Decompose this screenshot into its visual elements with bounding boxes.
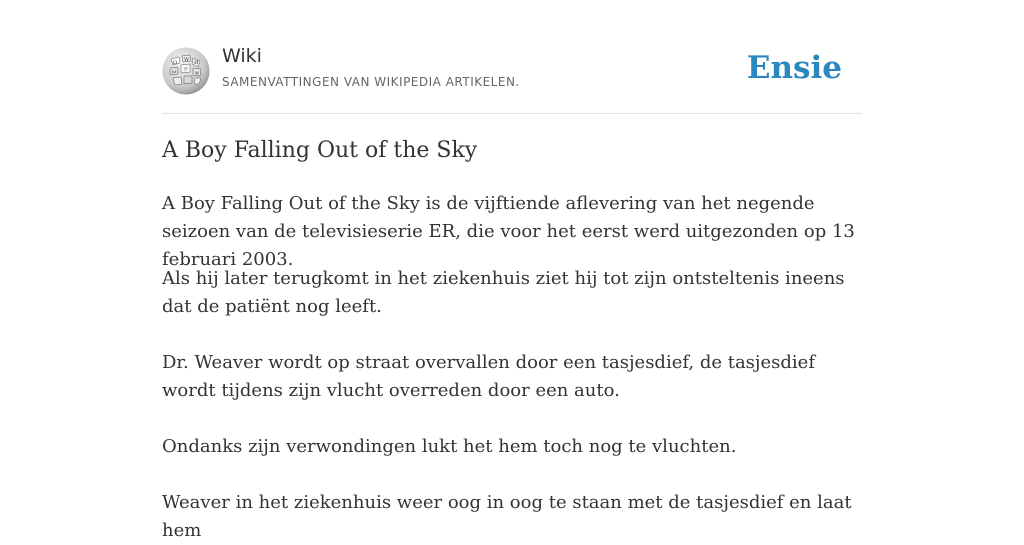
article-paragraph-4: Ondanks zijn verwondingen lukt het hem toch nog te vluchten. <box>162 436 737 457</box>
site-tagline: SAMENVATTINGEN VAN WIKIPEDIA ARTIKELEN. <box>222 75 520 89</box>
wikipedia-globe-icon[interactable] <box>162 47 210 95</box>
article-paragraph-5: Weaver in het ziekenhuis weer oog in oog te staan met de tasjesdief en laat hem <box>162 492 852 541</box>
article-paragraph-3: Dr. Weaver wordt op straat overvallen door een tasjesdief, de tasjesdief wordt tijdens zijn vlucht overreden door een auto. <box>162 352 815 401</box>
svg-text:W: W <box>184 57 190 63</box>
site-name[interactable]: Wiki <box>222 45 262 67</box>
svg-text:Ω: Ω <box>173 60 178 66</box>
article-title: A Boy Falling Out of the Sky <box>162 138 478 163</box>
svg-text:И: И <box>194 60 199 66</box>
article-paragraph-1: A Boy Falling Out of the Sky is de vijftiende aflevering van het negende seizoen van de televisieserie ER, die voor het eerst werd uitgezonden op 13 februari 2003. <box>162 193 855 270</box>
svg-text:ψ: ψ <box>195 70 199 76</box>
svg-text:ウ: ウ <box>183 67 189 73</box>
ensie-brand-link[interactable]: Ensie <box>746 50 842 86</box>
article-paragraph-2: Als hij later terugkomt in het ziekenhuis ziet hij tot zijn ontsteltenis ineens dat de patiënt nog leeft. <box>162 268 845 317</box>
page-container <box>162 0 862 541</box>
site-header <box>162 0 862 114</box>
svg-text:ω: ω <box>172 69 177 75</box>
